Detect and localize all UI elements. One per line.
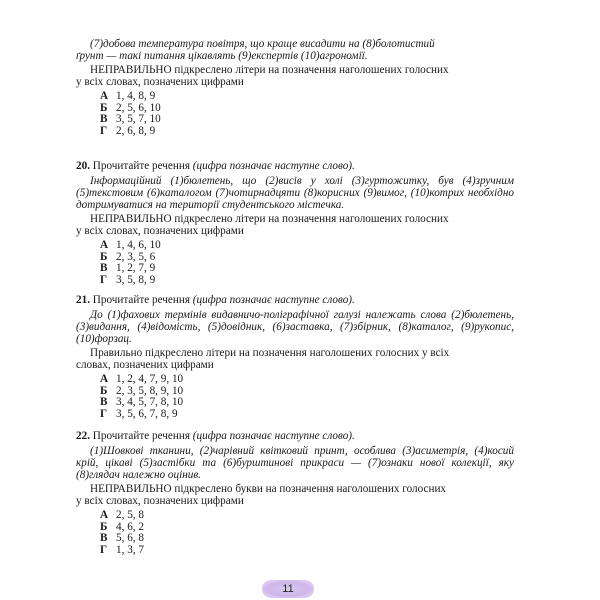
- answer-option[interactable]: Б 2, 3, 5, 6: [100, 250, 156, 263]
- answer-option[interactable]: В 1, 2, 7, 9: [100, 262, 156, 274]
- question-19-tail: [76, 38, 514, 137]
- answer-option[interactable]: А 1, 4, 8, 9: [100, 90, 156, 102]
- q20-number: 20.: [76, 160, 90, 172]
- q20-sentence: Інформаційний (1)бюлетень, що (2)висів у холі (3)гуртожитку, був (4)зручним (5)текстовим (6)каталогом (7)чотирнадцяти (8)корисних (9)вимог, (10)котрих необхідно дотримуватися на території студентського містечка.: [76, 175, 514, 211]
- page-number-badge: [262, 580, 314, 598]
- answer-option[interactable]: Б 4, 6, 2: [100, 520, 144, 533]
- q19-options: [100, 91, 514, 137]
- answer-option[interactable]: Б 2, 5, 6, 10: [100, 101, 161, 114]
- q22-statement: НЕПРАВИЛЬНО підкреслено букви на позначення наголошених голосних у всіх словах, позначених цифрами: [76, 483, 447, 507]
- answer-option[interactable]: Г 3, 5, 8, 9: [100, 273, 156, 286]
- q21-sentence: До (1)фахових термінів видавничо-поліграфічної галузі належать слова (2)бюлетень, (3)видання, (4)відомість, (5)довідник, (6)заставка, (7)збірник, (8)каталог, (9)рукопис, (10)форзац.: [76, 309, 514, 345]
- q21-statement: Правильно підкреслено літери на позначення наголошених голосних у всіх словах, позначених цифрами: [76, 347, 450, 371]
- q20-note: (цифра позначає наступне слово).: [192, 160, 355, 172]
- q22-sentence: (1)Шовкові тканини, (2)чарівний квітковий принт, особлива (3)асиметрія, (4)косий крій, цікаві (5)застібки та (6)бурштинові прикраси — (7)ознаки нової колекції, яку (8)глядач належно оцінив.: [76, 445, 514, 481]
- answer-option[interactable]: А 1, 4, 6, 10: [100, 239, 161, 251]
- q21-heading: [76, 294, 514, 306]
- answer-option[interactable]: В 5, 6, 8: [100, 532, 144, 544]
- q20-statement: НЕПРАВИЛЬНО підкреслено літери на позначення наголошених голосних у всіх словах, позначених цифрами: [76, 213, 449, 237]
- answer-option[interactable]: А 2, 5, 8: [100, 509, 144, 521]
- q19-sentence-line-1: (7)добова температура повітря, що краще висадити на (8)болотистий: [90, 38, 435, 50]
- q22-number: 22.: [76, 430, 90, 442]
- q19-sentence-line-2: ґрунт — такі питання цікавлять (9)експертів (10)агрономії.: [76, 50, 368, 62]
- answer-option[interactable]: Г 2, 6, 8, 9: [100, 124, 156, 137]
- q21-prompt: Прочитайте речення: [92, 294, 190, 306]
- answer-option[interactable]: В 3, 4, 5, 7, 8, 10: [100, 396, 184, 408]
- answer-option[interactable]: В 3, 5, 7, 10: [100, 113, 161, 125]
- q22-prompt: Прочитайте речення: [92, 430, 190, 442]
- answer-option[interactable]: Г 3, 5, 6, 7, 8, 9: [100, 407, 178, 420]
- page-number: 11: [282, 583, 294, 595]
- q20-prompt: Прочитайте речення: [92, 160, 190, 172]
- q22-note: (цифра позначає наступне слово).: [192, 430, 355, 442]
- q22-options: [100, 510, 514, 556]
- question-22: [76, 430, 514, 556]
- q21-number: 21.: [76, 294, 90, 306]
- q22-heading: [76, 430, 514, 442]
- q21-note: (цифра позначає наступне слово).: [192, 294, 355, 306]
- question-20: [76, 160, 514, 286]
- question-21: [76, 294, 514, 420]
- answer-option[interactable]: Г 1, 3, 7: [100, 543, 144, 556]
- answer-option[interactable]: Б 2, 3, 5, 8, 9, 10: [100, 384, 184, 397]
- q20-heading: [76, 160, 514, 172]
- q20-options: [100, 240, 514, 286]
- answer-option[interactable]: А 1, 2, 4, 7, 9, 10: [100, 373, 184, 385]
- q19-statement: НЕПРАВИЛЬНО підкреслено літери на позначення наголошених голосних у всіх словах, позначених цифрами: [76, 64, 449, 88]
- q21-options: [100, 374, 514, 420]
